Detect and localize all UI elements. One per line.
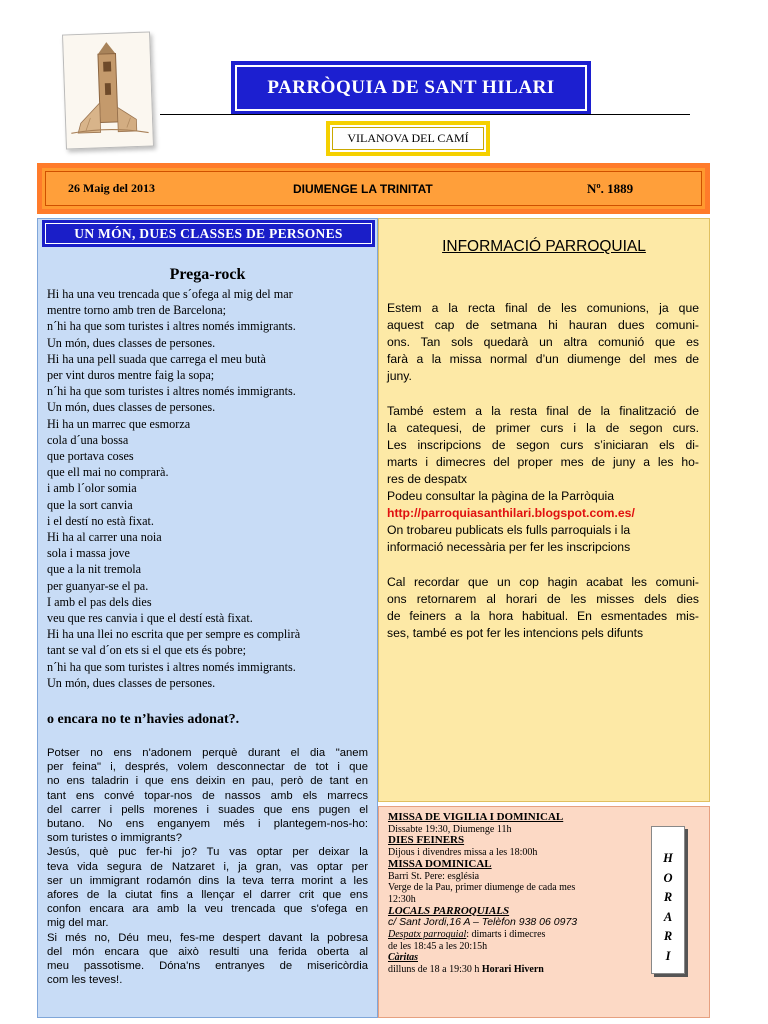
issue-band-inner xyxy=(45,171,702,206)
parish-blog-link[interactable]: http://parroquiasanthilari.blogspot.com.es/ xyxy=(387,506,635,521)
poem-line: i amb l´olor somia xyxy=(47,481,137,496)
info-line: ses, també es pot fer les intencions pels difunts xyxy=(387,625,644,640)
article-line: Si més no, Déu meu, fes-me despert davant la pobresa xyxy=(47,931,368,944)
article-line: tant ens convé topar-nos de nassos amb els marrecs xyxy=(47,789,368,802)
horari-letter: A xyxy=(663,909,673,924)
left-heading-box xyxy=(42,220,375,247)
article-text xyxy=(47,746,368,987)
horari-letter: R xyxy=(663,890,673,904)
issue-number: Nº. 1889 xyxy=(587,180,634,196)
poem-line: Un món, dues classes de persones. xyxy=(47,400,216,415)
info-line: informació necessària per fer les inscripcions xyxy=(387,540,631,555)
poem-line: n´hi ha que som turistes i altres només immigrants. xyxy=(47,659,296,674)
caritas-text: dilluns de 18 a 19:30 h xyxy=(388,964,482,976)
poem-line: que portava coses xyxy=(47,449,134,464)
article-line: meu passotisme. Dóna'ns entranyes de misericòrdia xyxy=(47,960,368,973)
article-line: teva vida segura de Natzaret i, ja gran, vas optar per xyxy=(47,860,368,873)
info-line: Podeu consultar la pàgina de la Parròquia xyxy=(387,489,614,504)
info-line: També estem a la resta final de la finalització de xyxy=(387,403,699,418)
article-line: del món encara que això resulti una ferida oberta al xyxy=(47,945,368,958)
dominical-heading: MISSA DOMINICAL xyxy=(388,857,492,870)
town-name: VILANOVA DEL CAMÍ xyxy=(332,127,484,150)
horari-label-box xyxy=(651,826,685,974)
issue-title: DIUMENGE LA TRINITAT xyxy=(293,181,433,196)
horari-letter: R xyxy=(663,929,673,943)
horari-letter: O xyxy=(663,870,673,885)
title-underline xyxy=(160,114,690,115)
info-spacer xyxy=(387,556,699,573)
feiners-text: Dijous i divendres missa a les 18:00h xyxy=(388,847,538,859)
poem-line: Hi ha una veu trencada que s´ofega al mig del mar xyxy=(47,287,293,301)
poem-line: I amb el pas dels dies xyxy=(47,594,152,609)
info-spacer xyxy=(387,385,699,402)
poem-line: cola d´una bossa xyxy=(47,432,129,447)
poem-line: que ell mai no comprarà. xyxy=(47,465,169,480)
article-line: ser un immigrant rodamón dins la teva terra morint a les xyxy=(47,874,368,887)
article-line: afores de la ciutat fins a llençar el darrer crit que ens xyxy=(47,889,368,902)
info-line: On trobareu publicats els fulls parroquials i la xyxy=(387,523,631,538)
issue-band xyxy=(37,163,710,214)
poem-line: sola i massa jove xyxy=(47,546,130,561)
caritas-line xyxy=(388,964,638,976)
dominical-line: Verge de la Pau, primer diumenge de cada mes xyxy=(388,882,576,894)
poem-title: Prega-rock xyxy=(169,266,246,283)
article-line: per feina" i, després, volem desconnectar de tot i que xyxy=(47,761,368,774)
despatx-label: Despatx parroquial xyxy=(388,929,467,941)
info-line: Cal recordar que un cop hagin acabat les comuni- xyxy=(387,574,699,589)
poem-line: n´hi ha que som turistes i altres només immigrants. xyxy=(47,319,296,334)
article-line: com les teves!. xyxy=(47,974,123,987)
poem-line: Hi ha una llei no escrita que per sempre es complirà xyxy=(47,627,301,642)
despatx-hours: de les 18:45 a les 20:15h xyxy=(388,940,488,952)
article-line: mig del mar. xyxy=(47,917,109,930)
locals-address: c/ Sant Jordi,16 A – Telèfon 938 06 0973 xyxy=(388,916,578,929)
poem-line: Un món, dues classes de persones. xyxy=(47,675,216,690)
horari-letters xyxy=(652,827,684,966)
info-line: Les inscripcions de segon curs s’iniciaran els di- xyxy=(387,437,699,452)
despatx-text: : dimarts i dimecres xyxy=(466,929,546,941)
info-line: ons. Tan sols quedarà un altra comunió que es xyxy=(387,335,699,350)
section-title: o encara no te n’havies adonat?. xyxy=(47,712,240,727)
feiners-heading: DIES FEINERS xyxy=(388,834,465,847)
article-line: Potser no ens n'adonem perquè durant el dia "anem xyxy=(47,747,368,759)
horari-letter: I xyxy=(665,948,671,963)
article-line: del carrer i pells morenes i suades que ens pugen el xyxy=(47,803,368,816)
poem-line: veu que res canvia i que el destí està fixat. xyxy=(47,611,253,626)
article-line: confon encara ara amb la veu trencada que s'ofega en xyxy=(47,903,368,916)
horari-letter: H xyxy=(663,851,673,865)
poem-line: que la sort canvia xyxy=(47,497,133,512)
parish-title-box xyxy=(231,61,591,115)
town-box xyxy=(326,121,490,156)
article-line: Jesús, què puc fer-hi jo? Tu vas optar per deixar la xyxy=(47,846,368,859)
info-line: marts i dimecres del proper mes de juny a les ho- xyxy=(387,454,699,469)
poem-line: per guanyar-se el pa. xyxy=(47,578,149,593)
church-tower-icon xyxy=(63,33,153,149)
vigilia-text: Dissabte 19:30, Diumenge 11h xyxy=(388,823,512,835)
info-line: Estem a la recta final de les comunions, ja que xyxy=(387,301,699,315)
vigilia-heading: MISSA DE VIGILIA I DOMINICAL xyxy=(388,811,564,823)
issue-date: 26 Maig del 2013 xyxy=(68,181,155,195)
info-line: la catequesi, de primer curs i la de segon curs. xyxy=(387,420,699,435)
dominical-line: Barri St. Pere: església xyxy=(388,870,480,882)
info-title: INFORMACIÓ PARROQUIAL xyxy=(442,238,646,255)
poem-line: n´hi ha que som turistes i altres només immigrants. xyxy=(47,384,296,399)
info-line: de feiners a la hora habitual. En esmentades mis- xyxy=(387,608,699,623)
poem-line: Un món, dues classes de persones. xyxy=(47,335,216,350)
poem-line: i el destí no està fixat. xyxy=(47,513,154,528)
poem-line: mentre torno amb tren de Barcelona; xyxy=(47,303,227,318)
poem-line: que a la nit tremola xyxy=(47,562,142,577)
despatx-line xyxy=(388,929,638,941)
parish-logo xyxy=(62,31,154,149)
poem-line: per vint duros mentre faig la sopa; xyxy=(47,368,215,383)
info-line: farà a la missa normal d’un diumenge del mes de xyxy=(387,352,699,367)
info-line: ons retornarem al horari de les misses dels dies xyxy=(387,591,699,606)
parish-title: PARRÒQUIA DE SANT HILARI xyxy=(235,65,587,111)
caritas-season: Horari Hivern xyxy=(481,964,544,976)
info-line: res de despatx xyxy=(387,471,467,486)
caritas-label-line xyxy=(388,952,638,964)
caritas-label: Càritas xyxy=(388,952,419,964)
poem-line: Hi ha al carrer una noia xyxy=(47,530,162,545)
dominical-line: 12:30h xyxy=(388,893,416,905)
schedule xyxy=(388,812,638,976)
left-heading: UN MÓN, DUES CLASSES DE PERSONES xyxy=(45,223,372,244)
info-line: juny. xyxy=(387,369,412,384)
poem-line: Hi ha un marrec que esmorza xyxy=(47,416,191,431)
poem-line: tant se val d´on ets si el que ets és pobre; xyxy=(47,643,247,658)
poem xyxy=(47,286,377,691)
info-line: aquest cap de setmana hi hauran dues comuni- xyxy=(387,318,699,333)
article-line: no ens taladrin i que ens deixin en pau, però de tant en xyxy=(47,775,368,788)
locals-heading: LOCALS PARROQUIALS xyxy=(388,904,510,917)
info-text xyxy=(387,300,699,642)
poem-line: Hi ha una pell suada que carrega el meu butà xyxy=(47,351,266,366)
article-line: som turistes o immigrants? xyxy=(47,832,182,845)
article-line: butano. No ens enganyem més i plantegem-nos-ho: xyxy=(47,818,368,831)
